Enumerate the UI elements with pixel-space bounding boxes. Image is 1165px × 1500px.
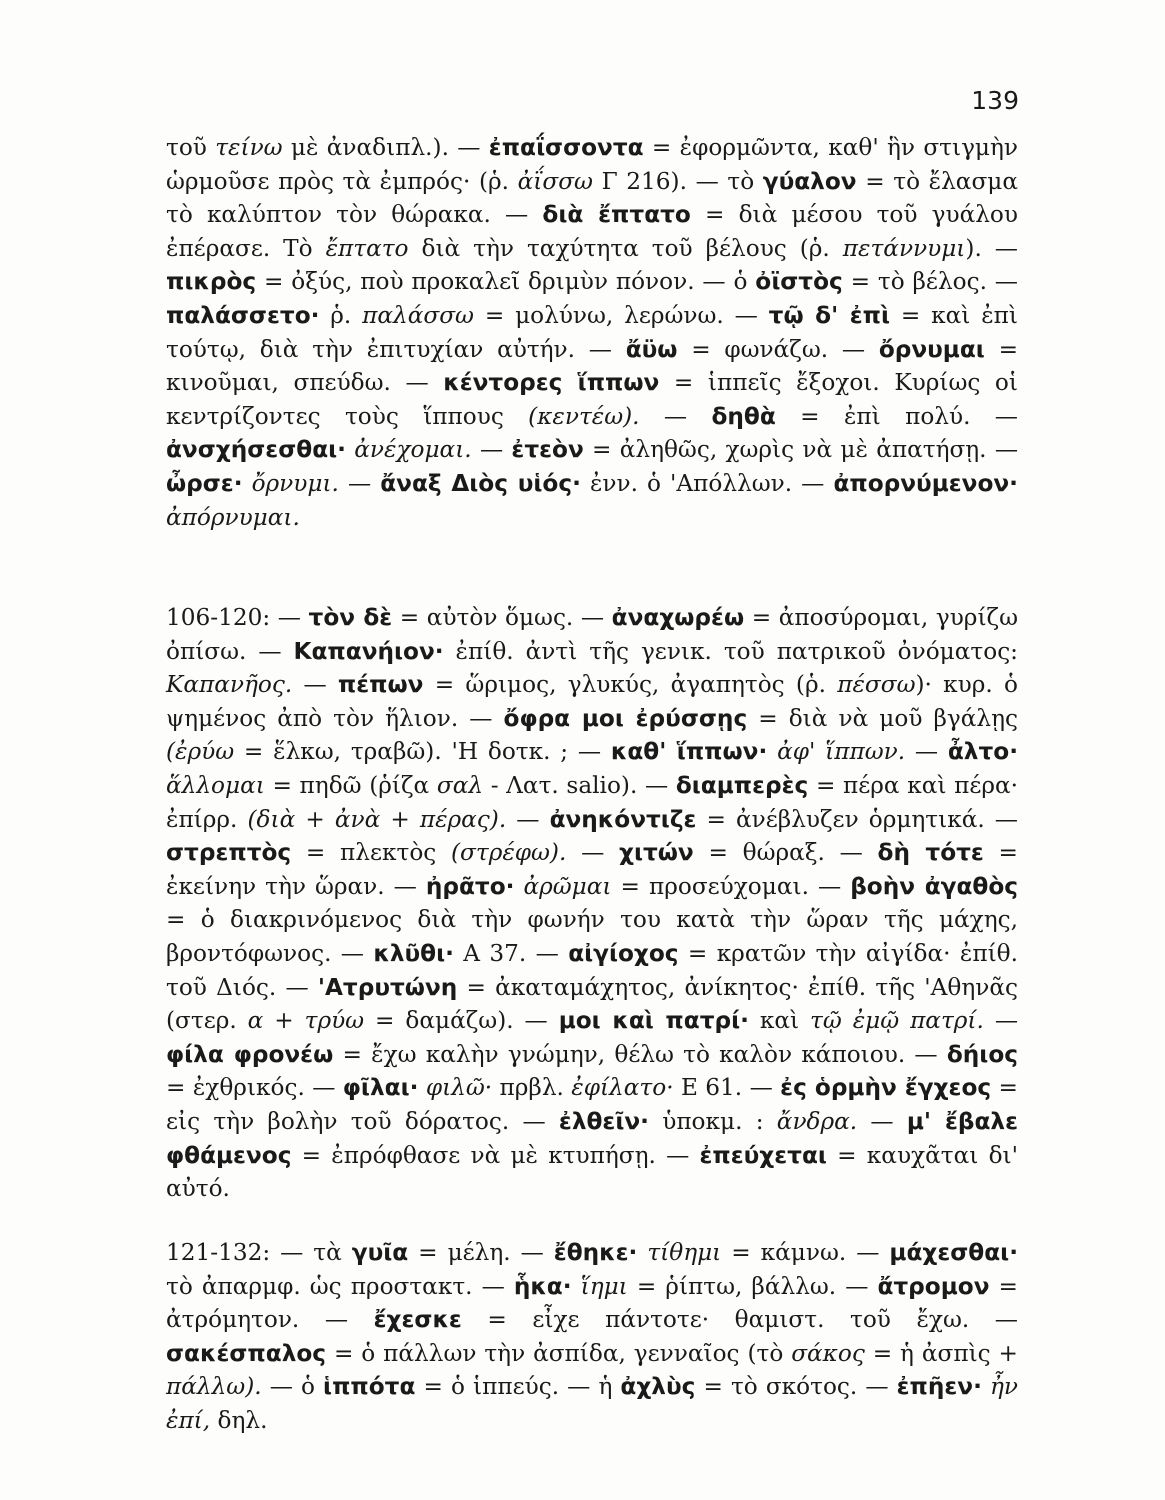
gloss-text: δηλ.: [210, 1406, 268, 1434]
gloss-text: τοῦ: [166, 134, 216, 161]
italic-term: τῷ ἐμῷ πατρί.: [810, 1007, 984, 1035]
gloss-text: —: [506, 805, 550, 833]
italic-term: τρύω: [304, 1007, 365, 1035]
gloss-text: μὲ ἀναδιπλ.). —: [282, 134, 489, 161]
gloss-text: = ἔχω καλὴν γνώμην, θέλω τὸ καλὸν κάποιου. —: [333, 1040, 947, 1068]
headword: 'Ατρυτώνη: [317, 973, 458, 1001]
gloss-text: [767, 738, 777, 765]
gloss-text: = μολύνω, λερώνω. —: [473, 301, 769, 329]
gloss-text: = εἶχε πάντοτε· θαμιστ. τοῦ ἔχω. —: [461, 1306, 1018, 1334]
gloss-text: 106-120: —: [166, 604, 309, 631]
italic-term: ἀρῶμαι: [523, 872, 612, 900]
page-number: 139: [971, 86, 1019, 115]
gloss-text: = ὁ ἱππεύς. — ἡ: [415, 1373, 621, 1401]
gloss-text: - Λατ. salio). —: [483, 771, 676, 799]
headword: μάχεσθαι·: [889, 1239, 1019, 1266]
headword: ἱππότα: [323, 1373, 416, 1401]
headword: τῷ δ' ἐπὶ: [768, 301, 891, 329]
headword: γυῖα: [351, 1239, 409, 1266]
gloss-text: — ὁ: [261, 1373, 324, 1401]
italic-term: τίθημι: [647, 1239, 722, 1266]
headword: βοὴν ἀγαθὸς: [850, 872, 1018, 900]
gloss-text: ἐνν. ὁ 'Απόλλων. —: [580, 469, 834, 497]
headword: γύαλον: [762, 167, 857, 195]
gloss-text: = μέλη. —: [408, 1239, 554, 1266]
gloss-text: τὸ ἀπαρμφ. ὡς προστακτ. —: [166, 1272, 514, 1300]
gloss-text: —: [471, 436, 512, 464]
italic-term: ἐφίλατο·: [571, 1074, 674, 1102]
italic-term: ἀΐσσω: [517, 167, 593, 195]
italic-term: ἀπόρνυμαι.: [166, 503, 300, 531]
gloss-text: [572, 1273, 581, 1300]
gloss-text: = ἡ ἀσπὶς +: [864, 1339, 1018, 1367]
gloss-text: ἐπίθ. ἀντὶ τῆς γενικ. τοῦ πατρικοῦ ὀνόματος:: [443, 637, 1018, 665]
headword: ἀνσχήσεσθαι·: [166, 436, 346, 464]
gloss-text: = διὰ μέσου τοῦ γυάλου ἐπέρασε. Τὸ: [166, 201, 1018, 262]
headword: φῖλαι·: [342, 1074, 419, 1102]
gloss-text: = εἰς τὴν βολὴν τοῦ δόρατος. —: [166, 1074, 1018, 1135]
italic-term: πετάννυμι: [842, 234, 966, 262]
italic-term: ἄνδρα.: [776, 1107, 858, 1135]
italic-term: πέσσω: [837, 671, 916, 699]
gloss-text: = ὁ διακρινόμενος διὰ τὴν φωνήν του κατὰ τὴν ὥραν τῆς μάχης, βροντόφωνος. —: [166, 906, 1018, 967]
italic-term: ἵημι: [580, 1272, 628, 1300]
gloss-text: = ἐκείνην τὴν ὥραν. —: [166, 839, 1018, 900]
gloss-text: = ἀτρόμητον. —: [166, 1272, 1018, 1334]
gloss-text: = ἐφορμῶντα, καθ' ἣν στιγμὴν ὡρμοῦσε πρὸς τὰ ἐμπρός· (ῥ.: [166, 134, 1018, 195]
gloss-text: = φωνάζω. —: [677, 335, 879, 363]
italic-term: (κεντέω).: [528, 402, 640, 430]
headword: ὀϊστὸς: [755, 268, 843, 296]
italic-term: πάλλω).: [166, 1373, 262, 1401]
gloss-text: ῥ.: [319, 301, 363, 329]
headword: σακέσπαλος: [166, 1339, 327, 1367]
headword: ἐτεὸν: [511, 436, 584, 464]
headword: ἔθηκε·: [553, 1239, 638, 1266]
headword: ἀπορνύμενον·: [833, 469, 1018, 497]
headword: ἧκα·: [513, 1272, 572, 1300]
gloss-text: [418, 1074, 425, 1101]
gloss-text: )· κυρ. ὁ ψημένος ἀπὸ τὸν ἥλιον. —: [166, 671, 1018, 732]
headword: ἄϋω: [625, 335, 678, 363]
gloss-text: ). —: [965, 234, 1018, 262]
gloss-text: καὶ: [748, 1007, 811, 1035]
headword: κέντορες ἵππων: [443, 369, 660, 397]
italic-term: φιλῶ·: [425, 1074, 493, 1102]
gloss-text: [982, 1373, 990, 1400]
headword: ἀχλὺς: [620, 1373, 696, 1401]
headword: φίλα φρονέω: [166, 1040, 334, 1068]
gloss-text: —: [338, 469, 381, 497]
gloss-text: Α 37. —: [453, 939, 569, 967]
commentary-block-1: [166, 131, 1018, 534]
gloss-text: = ἕλκω, τραβῶ). 'Η δοτκ. ; —: [234, 738, 611, 766]
gloss-text: = πέρα καὶ πέρα· ἐπίρρ.: [166, 771, 1019, 833]
headword: ἐπῆεν·: [896, 1373, 982, 1401]
headword: αἰγίοχος: [568, 939, 679, 967]
gloss-text: ὑποκμ. :: [648, 1107, 777, 1135]
gloss-text: [243, 470, 252, 497]
headword: δήιος: [946, 1040, 1018, 1068]
italic-term: τείνω: [215, 134, 283, 161]
italic-term: (διὰ + ἀνὰ + πέρας).: [247, 805, 507, 833]
gloss-text: = καυχᾶται δι' αὐτό.: [166, 1141, 1018, 1203]
gloss-text: = ἐπρόφθασε νὰ μὲ κτυπήσῃ. —: [291, 1141, 700, 1169]
gloss-text: Γ 216). — τὸ: [592, 167, 763, 195]
headword: πέπων: [337, 671, 424, 699]
gloss-text: διὰ τὴν ταχύτητα τοῦ βέλους (ῥ.: [408, 234, 843, 262]
headword: ἀνηκόντιζε: [549, 805, 697, 833]
gloss-text: = κρατῶν τὴν αἰγίδα· ἐπίθ. τοῦ Διός. —: [166, 939, 1018, 1001]
headword: ἔχεσκε: [373, 1306, 462, 1334]
headword: χιτών: [618, 839, 694, 867]
headword: ἐλθεῖν·: [558, 1107, 649, 1135]
gloss-text: —: [639, 402, 712, 430]
gloss-text: πρβλ.: [492, 1074, 572, 1102]
headword: ἄναξ Διὸς υἱός·: [380, 469, 581, 497]
italic-term: σαλ: [436, 771, 484, 799]
italic-term: ἔπτατο: [325, 234, 409, 262]
headword: στρεπτὸς: [166, 839, 292, 867]
italic-term: παλάσσω: [362, 301, 474, 329]
gloss-text: = δαμάζω). —: [364, 1007, 559, 1035]
headword: ἆλτο·: [947, 738, 1018, 766]
gloss-text: —: [983, 1007, 1019, 1035]
gloss-text: = ἀληθῶς, χωρὶς νὰ μὲ ἀπατήσῃ. —: [583, 436, 1019, 464]
gloss-text: = τὸ σκότος. —: [695, 1373, 897, 1401]
gloss-text: = αὐτὸν ὅμως. —: [392, 604, 612, 631]
commentary-block-106-120: [166, 601, 1018, 1206]
gloss-text: = καὶ ἐπὶ τούτῳ, διὰ τὴν ἐπιτυχίαν αὐτήν. —: [166, 301, 1018, 363]
gloss-text: = ἱππεῖς ἔξοχοι. Κυρίως οἱ κεντρίζοντες τοὺς ἵππους: [166, 369, 1018, 430]
italic-term: (στρέφω).: [451, 839, 567, 867]
italic-term: ἅλλομαι: [166, 771, 265, 799]
headword: Καπανήιον·: [293, 637, 444, 665]
headword: μοι καὶ πατρί·: [558, 1007, 749, 1035]
headword: διὰ ἔπτατο: [542, 201, 691, 229]
gloss-text: +: [263, 1007, 305, 1035]
headword: ἀναχωρέω: [611, 604, 745, 631]
gloss-text: = κινοῦμαι, σπεύδω. —: [166, 335, 1019, 397]
gloss-text: = διὰ νὰ μοῦ βγάλῃς: [747, 704, 1018, 732]
gloss-text: = ἀποσύρομαι, γυρίζω ὀπίσω. —: [166, 604, 1019, 665]
headword: καθ' ἵππων·: [610, 738, 768, 766]
headword: πικρὸς: [166, 268, 257, 296]
italic-term: α: [247, 1007, 264, 1035]
italic-term: Καπανῆος.: [166, 671, 293, 699]
gloss-text: = ὀξύς, ποὺ προκαλεῖ δριμὺν πόνον. — ὁ: [256, 268, 756, 296]
headword: ὄρνυμαι: [878, 335, 985, 363]
headword: κλῦθι·: [373, 939, 454, 967]
headword: μ' ἔβαλε φθάμενος: [166, 1107, 1019, 1169]
gloss-text: = ὥριμος, γλυκύς, ἀγαπητὸς (ῥ.: [423, 671, 838, 699]
italic-term: σάκος: [791, 1339, 865, 1367]
gloss-text: = προσεύχομαι. —: [611, 872, 851, 900]
headword: διαμπερὲς: [675, 771, 809, 799]
italic-term: ἀφ' ἵππων.: [777, 738, 906, 766]
gloss-text: = θώραξ. —: [693, 839, 878, 867]
gloss-text: = πλεκτὸς: [291, 839, 451, 867]
gloss-text: = ῥίπτω, βάλλω. —: [627, 1272, 878, 1300]
gloss-text: —: [292, 671, 338, 699]
italic-term: ἀνέχομαι.: [354, 436, 472, 464]
gloss-text: = κάμνω. —: [721, 1239, 890, 1266]
italic-term: ὄρνυμι.: [251, 469, 339, 497]
gloss-text: —: [905, 738, 948, 766]
gloss-text: = ἀνέβλυζεν ὁρμητικά. —: [696, 805, 1018, 833]
headword: ἐπεύχεται: [699, 1141, 827, 1169]
gloss-text: 121-132: — τὰ: [166, 1239, 352, 1266]
commentary-block-121-132: [166, 1236, 1018, 1438]
headword: δὴ τότε: [877, 839, 984, 867]
gloss-text: = τὸ βέλος. —: [842, 268, 1018, 296]
gloss-text: Ε 61. —: [673, 1074, 781, 1102]
gloss-text: —: [857, 1107, 907, 1135]
gloss-text: = τὸ ἔλασμα τὸ καλύπτον τὸν θώρακα. —: [166, 167, 1018, 229]
headword: ἐς ὁρμὴν ἔγχεος: [780, 1074, 992, 1102]
gloss-text: = ἀκαταμάχητος, ἀνίκητος· ἐπίθ. τῆς 'Αθηνᾶς (στερ.: [166, 973, 1018, 1035]
headword: ἠρᾶτο·: [425, 872, 515, 900]
gloss-text: = πηδῶ (ῥίζα: [264, 771, 437, 799]
headword: ὦρσε·: [166, 469, 243, 497]
headword: παλάσσετο·: [166, 301, 320, 329]
gloss-text: = ἐχθρικός. —: [166, 1074, 343, 1102]
headword: ὄφρα μοι ἐρύσσῃς: [503, 704, 748, 732]
italic-term: (ἐρύω: [166, 738, 235, 766]
gloss-text: = ἐπὶ πολύ. —: [775, 402, 1018, 430]
gloss-text: = ὁ πάλλων τὴν ἀσπίδα, γενναῖος (τὸ: [326, 1339, 792, 1367]
headword: ἄτρομον: [877, 1272, 990, 1300]
headword: τὸν δὲ: [308, 604, 393, 631]
headword: δηθὰ: [711, 402, 776, 430]
gloss-text: [637, 1239, 647, 1266]
gloss-text: —: [566, 839, 619, 867]
headword: ἐπαΐσσοντα: [488, 134, 644, 161]
italic-term: ἦν ἐπί,: [166, 1373, 1019, 1434]
